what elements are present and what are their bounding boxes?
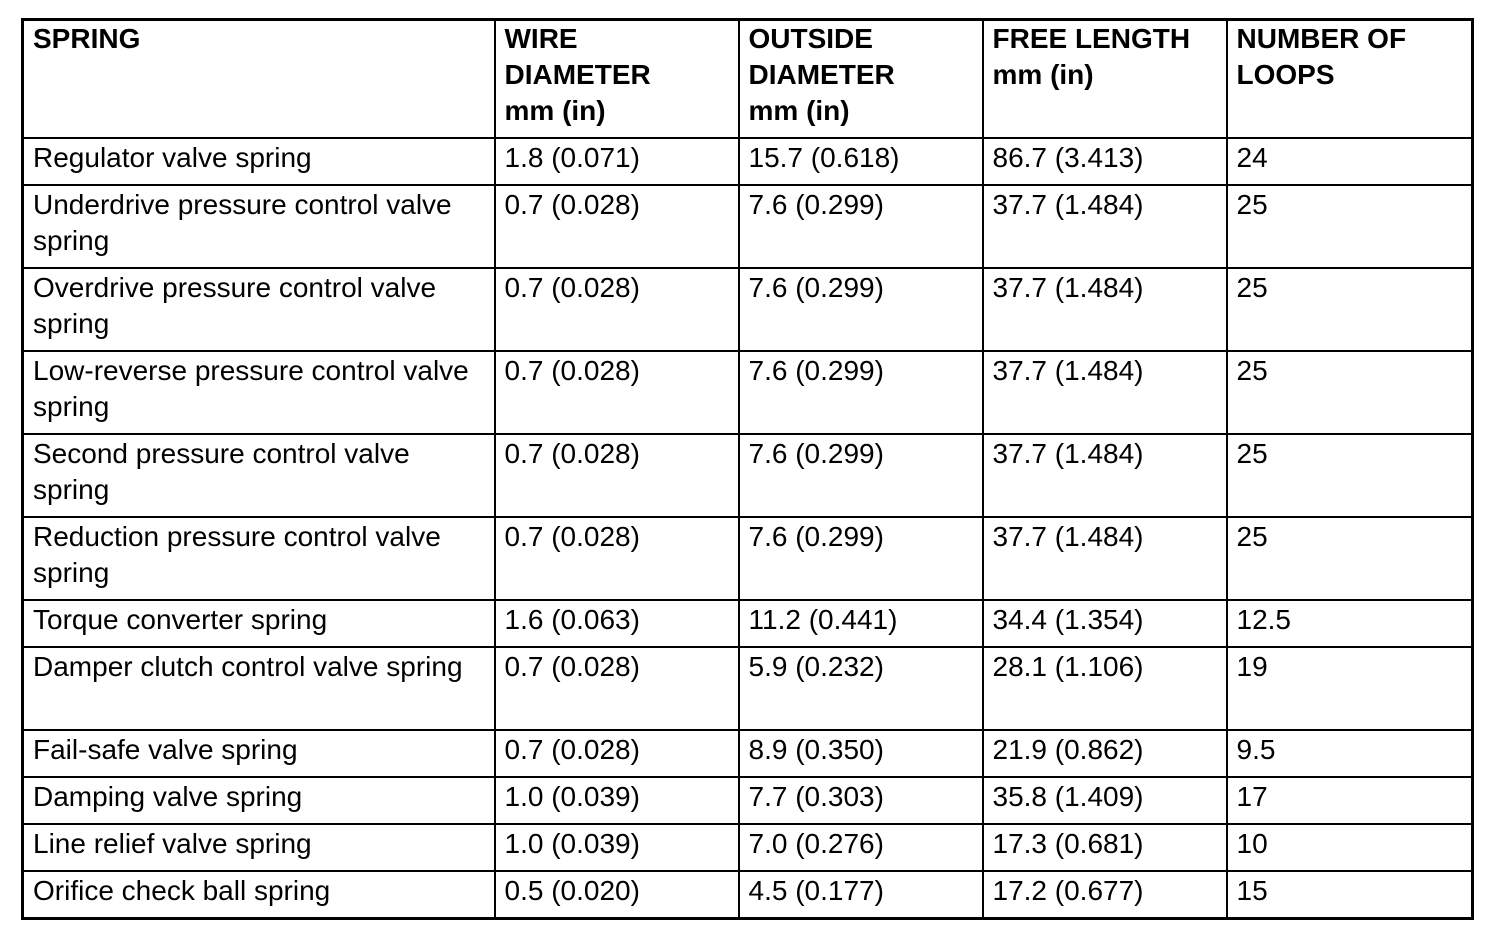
spring-name-cell: Damping valve spring bbox=[23, 777, 495, 824]
table-row bbox=[23, 185, 1473, 268]
header-free-length-line2: mm (in) bbox=[992, 59, 1094, 90]
number-of-loops-cell: 25 bbox=[1227, 268, 1473, 351]
wire-diameter-cell: 0.7 (0.028) bbox=[495, 730, 739, 777]
outside-diameter-cell: 15.7 (0.618) bbox=[739, 138, 983, 185]
outside-diameter-cell: 7.6 (0.299) bbox=[739, 185, 983, 268]
spring-name-cell: Orifice check ball spring bbox=[23, 871, 495, 919]
header-wire-diameter bbox=[495, 20, 739, 139]
spring-specification-table bbox=[21, 18, 1474, 920]
header-wire-diameter-line1: WIRE bbox=[504, 23, 578, 54]
number-of-loops-cell: 25 bbox=[1227, 185, 1473, 268]
wire-diameter-cell: 0.7 (0.028) bbox=[495, 647, 739, 730]
spring-name-cell: Reduction pressure control valve spring bbox=[23, 517, 495, 600]
spring-name-cell: Fail-safe valve spring bbox=[23, 730, 495, 777]
outside-diameter-cell: 11.2 (0.441) bbox=[739, 600, 983, 647]
header-wire-diameter-line3: mm (in) bbox=[504, 95, 606, 126]
free-length-cell: 37.7 (1.484) bbox=[983, 185, 1227, 268]
free-length-cell: 35.8 (1.409) bbox=[983, 777, 1227, 824]
free-length-cell: 37.7 (1.484) bbox=[983, 268, 1227, 351]
outside-diameter-cell: 7.7 (0.303) bbox=[739, 777, 983, 824]
header-wire-diameter-line2: DIAMETER bbox=[504, 59, 651, 90]
wire-diameter-cell: 0.7 (0.028) bbox=[495, 268, 739, 351]
wire-diameter-cell: 1.0 (0.039) bbox=[495, 777, 739, 824]
spring-name-cell: Low-reverse pressure control valve spring bbox=[23, 351, 495, 434]
number-of-loops-cell: 25 bbox=[1227, 351, 1473, 434]
number-of-loops-cell: 25 bbox=[1227, 434, 1473, 517]
outside-diameter-cell: 7.6 (0.299) bbox=[739, 351, 983, 434]
free-length-cell: 17.3 (0.681) bbox=[983, 824, 1227, 871]
header-outside-diameter-line2: DIAMETER bbox=[748, 59, 895, 90]
header-outside-diameter-line1: OUTSIDE bbox=[748, 23, 873, 54]
wire-diameter-cell: 0.7 (0.028) bbox=[495, 434, 739, 517]
table-row bbox=[23, 647, 1473, 730]
header-spring bbox=[23, 20, 495, 139]
header-number-of-loops-line1: NUMBER OF bbox=[1236, 23, 1407, 54]
table-row bbox=[23, 138, 1473, 185]
table-row bbox=[23, 730, 1473, 777]
outside-diameter-cell: 4.5 (0.177) bbox=[739, 871, 983, 919]
outside-diameter-cell: 7.6 (0.299) bbox=[739, 517, 983, 600]
number-of-loops-cell: 10 bbox=[1227, 824, 1473, 871]
header-outside-diameter-line3: mm (in) bbox=[748, 95, 850, 126]
wire-diameter-cell: 0.7 (0.028) bbox=[495, 351, 739, 434]
number-of-loops-cell: 25 bbox=[1227, 517, 1473, 600]
wire-diameter-cell: 0.7 (0.028) bbox=[495, 517, 739, 600]
table-row bbox=[23, 871, 1473, 919]
wire-diameter-cell: 0.7 (0.028) bbox=[495, 185, 739, 268]
table-row bbox=[23, 351, 1473, 434]
spring-name-cell: Overdrive pressure control valve spring bbox=[23, 268, 495, 351]
number-of-loops-cell: 9.5 bbox=[1227, 730, 1473, 777]
outside-diameter-cell: 7.0 (0.276) bbox=[739, 824, 983, 871]
table-row bbox=[23, 434, 1473, 517]
header-free-length-line1: FREE LENGTH bbox=[992, 23, 1191, 54]
table-row bbox=[23, 517, 1473, 600]
header-number-of-loops-line2: LOOPS bbox=[1236, 59, 1335, 90]
wire-diameter-cell: 1.8 (0.071) bbox=[495, 138, 739, 185]
table-row bbox=[23, 268, 1473, 351]
wire-diameter-cell: 1.0 (0.039) bbox=[495, 824, 739, 871]
outside-diameter-cell: 7.6 (0.299) bbox=[739, 268, 983, 351]
free-length-cell: 17.2 (0.677) bbox=[983, 871, 1227, 919]
spring-name-cell: Underdrive pressure control valve spring bbox=[23, 185, 495, 268]
number-of-loops-cell: 12.5 bbox=[1227, 600, 1473, 647]
outside-diameter-cell: 7.6 (0.299) bbox=[739, 434, 983, 517]
header-number-of-loops bbox=[1227, 20, 1473, 139]
outside-diameter-cell: 8.9 (0.350) bbox=[739, 730, 983, 777]
spring-name-cell: Regulator valve spring bbox=[23, 138, 495, 185]
number-of-loops-cell: 15 bbox=[1227, 871, 1473, 919]
header-row bbox=[23, 20, 1473, 139]
wire-diameter-cell: 0.5 (0.020) bbox=[495, 871, 739, 919]
header-free-length bbox=[983, 20, 1227, 139]
free-length-cell: 21.9 (0.862) bbox=[983, 730, 1227, 777]
number-of-loops-cell: 19 bbox=[1227, 647, 1473, 730]
free-length-cell: 28.1 (1.106) bbox=[983, 647, 1227, 730]
free-length-cell: 37.7 (1.484) bbox=[983, 434, 1227, 517]
spring-name-cell: Second pressure control valve spring bbox=[23, 434, 495, 517]
header-spring-line1: SPRING bbox=[33, 23, 141, 54]
spring-name-cell: Line relief valve spring bbox=[23, 824, 495, 871]
number-of-loops-cell: 17 bbox=[1227, 777, 1473, 824]
outside-diameter-cell: 5.9 (0.232) bbox=[739, 647, 983, 730]
table-row bbox=[23, 777, 1473, 824]
table-row bbox=[23, 600, 1473, 647]
wire-diameter-cell: 1.6 (0.063) bbox=[495, 600, 739, 647]
free-length-cell: 34.4 (1.354) bbox=[983, 600, 1227, 647]
table-row bbox=[23, 824, 1473, 871]
free-length-cell: 86.7 (3.413) bbox=[983, 138, 1227, 185]
spring-name-cell: Torque converter spring bbox=[23, 600, 495, 647]
number-of-loops-cell: 24 bbox=[1227, 138, 1473, 185]
free-length-cell: 37.7 (1.484) bbox=[983, 517, 1227, 600]
spring-name-cell: Damper clutch control valve spring bbox=[23, 647, 495, 730]
free-length-cell: 37.7 (1.484) bbox=[983, 351, 1227, 434]
header-outside-diameter bbox=[739, 20, 983, 139]
